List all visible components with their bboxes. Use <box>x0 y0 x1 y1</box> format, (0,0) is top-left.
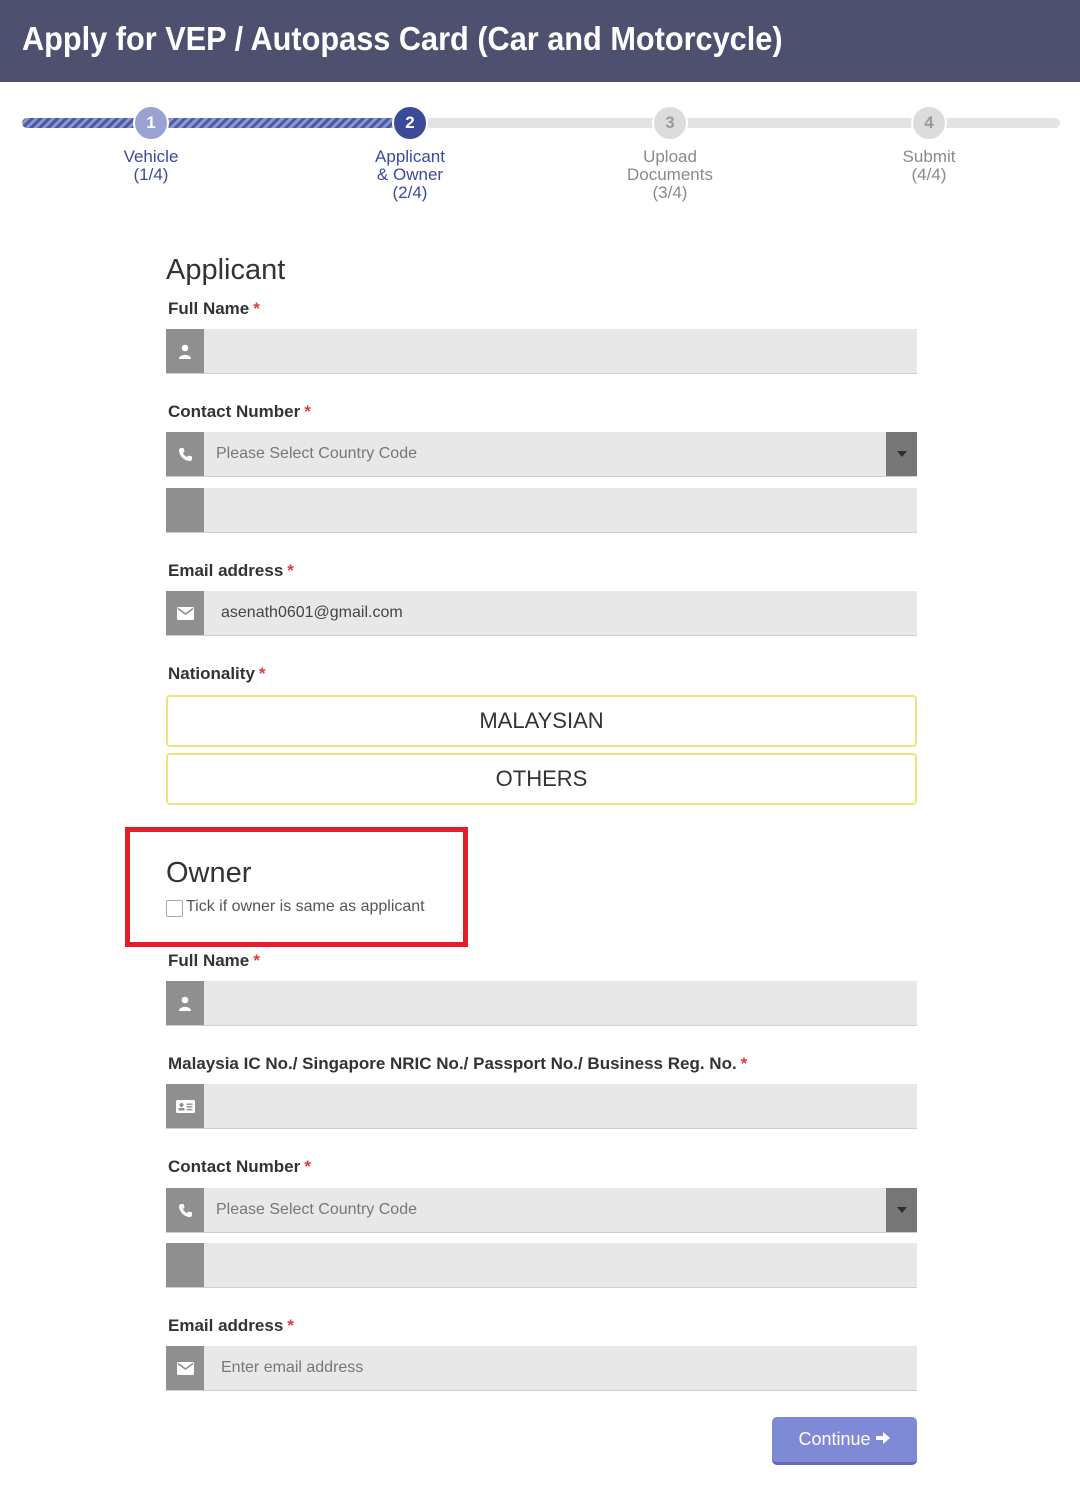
same-as-applicant-label[interactable]: Tick if owner is same as applicant <box>186 898 425 915</box>
applicant-country-code-select[interactable] <box>166 432 917 477</box>
continue-button[interactable] <box>772 1417 917 1465</box>
id-card-icon <box>166 1084 204 1128</box>
applicant-contact-number-label: Contact Number * <box>168 402 311 421</box>
envelope-icon <box>166 1346 204 1390</box>
owner-id-number-input[interactable] <box>166 1084 917 1129</box>
nationality-option-others[interactable]: OTHERS <box>166 753 917 805</box>
nationality-option-malaysian[interactable]: MALAYSIAN <box>166 695 917 747</box>
owner-email-input[interactable] <box>166 1346 917 1391</box>
step-2-circle: 2 <box>392 105 428 141</box>
step-1-label[interactable]: Vehicle (1/4) <box>123 147 179 184</box>
applicant-section-title: Applicant <box>166 254 286 286</box>
owner-email-label: Email address * <box>168 1316 294 1335</box>
nationality-label: Nationality * <box>168 664 266 683</box>
applicant-email-value: asenath0601@gmail.com <box>221 604 403 621</box>
owner-contact-number-label: Contact Number * <box>168 1157 311 1176</box>
arrow-right-icon <box>875 1429 891 1450</box>
phone-number-addon <box>166 488 204 532</box>
owner-full-name-label: Full Name * <box>168 951 260 970</box>
owner-country-code-select[interactable] <box>166 1188 917 1233</box>
owner-section-title: Owner <box>166 857 252 889</box>
step-4-label: Submit (4/4) <box>902 147 956 184</box>
phone-icon <box>166 432 204 476</box>
user-icon <box>166 329 204 373</box>
owner-email-placeholder: Enter email address <box>221 1359 364 1376</box>
envelope-icon <box>166 591 204 635</box>
applicant-email-input[interactable] <box>166 591 917 636</box>
applicant-country-code-placeholder: Please Select Country Code <box>216 445 417 462</box>
applicant-full-name-input[interactable] <box>166 329 917 374</box>
step-4-circle: 4 <box>911 105 947 141</box>
applicant-email-label: Email address * <box>168 561 294 580</box>
progress-track-remaining <box>414 118 1060 128</box>
step-2-label: Applicant & Owner (2/4) <box>375 147 445 202</box>
applicant-phone-number-input[interactable] <box>166 488 917 533</box>
phone-icon <box>166 1188 204 1232</box>
phone-number-addon <box>166 1243 204 1287</box>
owner-full-name-input[interactable] <box>166 981 917 1026</box>
step-3-circle: 3 <box>652 105 688 141</box>
continue-button-label: Continue <box>798 1429 871 1449</box>
page-title: Apply for VEP / Autopass Card (Car and Motorcycle) <box>22 20 783 57</box>
caret-down-icon[interactable] <box>886 1188 917 1232</box>
owner-id-number-label: Malaysia IC No./ Singapore NRIC No./ Passport No./ Business Reg. No. * <box>168 1054 748 1073</box>
user-icon <box>166 981 204 1025</box>
owner-phone-number-input[interactable] <box>166 1243 917 1288</box>
page-header <box>0 0 1080 82</box>
caret-down-icon[interactable] <box>886 432 917 476</box>
progress-track-completed <box>22 118 414 128</box>
owner-country-code-placeholder: Please Select Country Code <box>216 1201 417 1218</box>
applicant-full-name-label: Full Name * <box>168 299 260 318</box>
same-as-applicant-checkbox[interactable] <box>166 900 183 917</box>
step-1-circle[interactable]: 1 <box>133 105 169 141</box>
step-3-label: Upload Documents (3/4) <box>627 147 713 202</box>
